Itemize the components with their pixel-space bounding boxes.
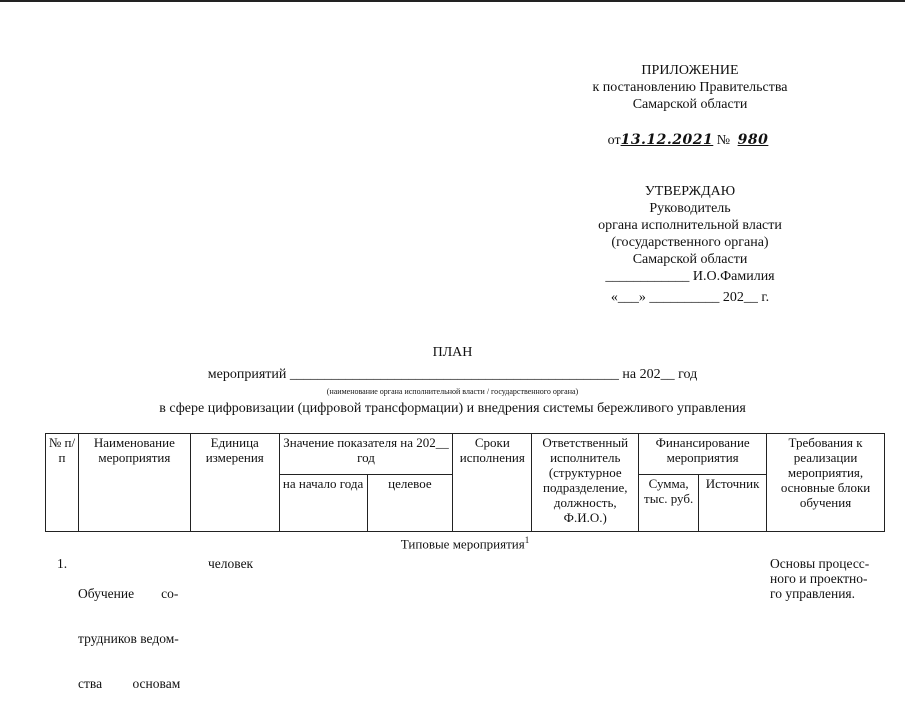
header-indicator-target: целевое (367, 475, 453, 532)
plan-line1-prefix: мероприятий (207, 367, 287, 382)
approval-line-4: Самарской области (632, 252, 748, 267)
header-name: Наименование мероприятия (78, 434, 190, 532)
section-title (45, 535, 885, 552)
row-1-req-line-3: го управления. (770, 586, 856, 601)
section-title-text: Типовые мероприятия (400, 536, 525, 552)
row-1-req-line-2: ного и проектно- (770, 571, 868, 586)
header-requirements: Требования к реализации мероприятия, основные блоки обучения (767, 434, 885, 532)
plan-table (45, 433, 885, 532)
row-1-req-line-1: Основы процесс- (770, 556, 870, 571)
header-indicator: Значение показателя на 202__ год (279, 434, 453, 475)
header-indicator-start: на начало года (279, 475, 367, 532)
plan-line1-blank: _______________________________________________ (289, 367, 619, 382)
handwritten-number: 980 (737, 132, 769, 148)
plan-caption: (наименование органа исполнительной власти / государственного органа) (326, 387, 579, 396)
handwritten-date: 13.12.2021 (620, 132, 714, 148)
approval-line-1: Руководитель (649, 201, 731, 216)
appendix-line-2: Самарской области (632, 97, 748, 112)
header-num: № п/п (46, 434, 79, 532)
row-1-unit: человек (208, 556, 254, 571)
approval-line-3: (государственного органа) (611, 235, 769, 250)
appendix-block (560, 62, 820, 113)
approval-block (560, 183, 820, 306)
header-responsible: Ответственный исполнитель (структурное подразделение, должность, Ф.И.О.) (532, 434, 639, 532)
header-funding-sum: Сумма, тыс. руб. (639, 475, 699, 532)
approval-line-2: органа исполнительной власти (598, 218, 782, 233)
top-rule (0, 0, 905, 2)
row-1-requirements (770, 556, 888, 601)
section-footnote: 1 (524, 535, 530, 545)
number-prefix: № (716, 133, 731, 148)
header-funding-source: Источник (699, 475, 767, 532)
appendix-title: ПРИЛОЖЕНИЕ (641, 63, 739, 78)
plan-title: ПЛАН (432, 345, 473, 360)
plan-line-1 (0, 367, 905, 383)
row-1-num: 1. (57, 556, 68, 571)
date-prefix: от (607, 133, 621, 148)
plan-line1-suffix: на 202__ год (622, 367, 698, 382)
appendix-line-1: к постановлению Правительства (592, 80, 788, 95)
header-funding: Финансирование мероприятия (639, 434, 767, 475)
appendix-date-line (560, 132, 820, 149)
plan-line-2: в сфере цифровизации (цифровой трансформации) и внедрения системы бережливого управления (159, 401, 746, 416)
approval-title: УТВЕРЖДАЮ (644, 184, 736, 199)
signature-line: ____________ И.О.Фамилия (605, 269, 775, 284)
row-1-name-line-3: ства основам (78, 676, 181, 691)
row-1-name-line-1: Обучение со- (78, 586, 179, 601)
row-1-name (78, 556, 190, 706)
header-deadline: Сроки исполнения (453, 434, 532, 532)
approval-date-line: «___» __________ 202__ г. (610, 290, 770, 305)
header-unit: Единица измерения (190, 434, 279, 532)
row-1-name-line-2: трудников ведом- (78, 631, 179, 646)
